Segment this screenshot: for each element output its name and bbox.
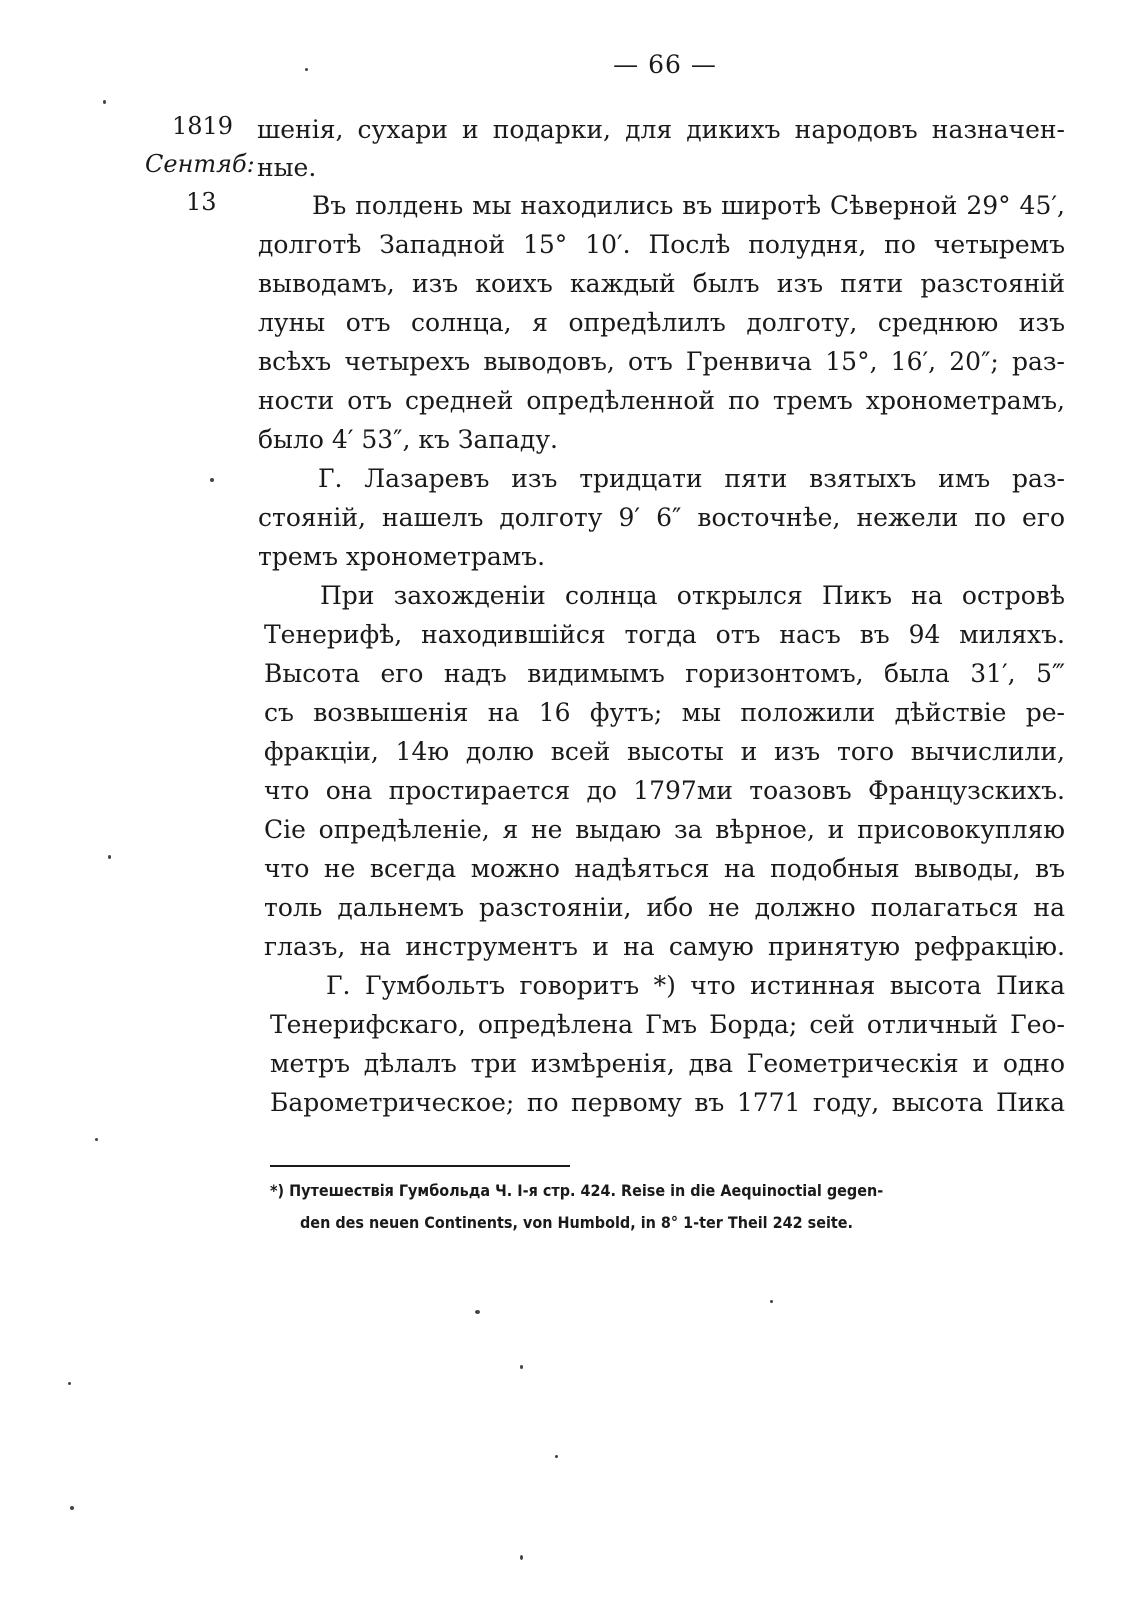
margin-year: 1819 <box>172 112 234 140</box>
scan-speck <box>770 1300 773 1303</box>
text-line: что не всегда можно надѣяться на подобныя выводы, въ <box>264 854 1065 883</box>
text-line: луны отъ солнца, я опредѣлилъ долготу, среднюю изъ <box>258 308 1065 337</box>
scan-speck <box>210 478 214 482</box>
scan-speck <box>520 1365 523 1369</box>
scan-speck <box>520 1555 523 1560</box>
margin-month: Сентяб: <box>145 150 255 178</box>
text-line: глазъ, на инструментъ и на самую принятую рефракцію. <box>264 932 1065 961</box>
scan-speck <box>108 855 111 859</box>
text-line: съ возвышенія на 16 футъ; мы положили дѣйствіе ре- <box>264 698 1065 727</box>
footnote-line: *) Путешествія Гумбольда Ч. I-я стр. 424. Reise in die Aequinoctial gegen- <box>270 1181 884 1200</box>
text-line: выводамъ, изъ коихъ каждый былъ изъ пяти разстояній <box>258 269 1065 298</box>
scan-speck <box>68 1382 71 1385</box>
footnote-rule <box>270 1165 570 1167</box>
text-line: толь дальнемъ разстояніи, ибо не должно полагаться на <box>264 893 1065 922</box>
text-line: фракціи, 14ю долю всей высоты и изъ того вычислили, <box>264 737 1065 766</box>
scan-speck <box>95 1138 98 1141</box>
scan-speck <box>103 100 106 104</box>
scan-speck <box>555 1455 558 1458</box>
text-line: Г. Лазаревъ изъ тридцати пяти взятыхъ имъ раз- <box>318 464 1065 493</box>
page-number: — 66 — <box>613 50 717 79</box>
text-line: Высота его надъ видимымъ горизонтомъ, была 31′, 5‴ <box>264 659 1065 688</box>
text-line: Тенерифѣ, находившійся тогда отъ насъ въ 94 миляхъ. <box>264 620 1065 649</box>
text-line: что она простирается до 1797ми тоазовъ Французскихъ. <box>264 776 1065 805</box>
text-line: ные. <box>257 153 317 182</box>
text-line: всѣхъ четырехъ выводовъ, отъ Гренвича 15°, 16′, 20″; раз- <box>258 347 1065 376</box>
text-line: шенія, сухари и подарки, для дикихъ народовъ назначен- <box>257 115 1065 144</box>
scan-speck <box>70 1506 74 1510</box>
text-line: Въ полдень мы находились въ широтѣ Сѣверной 29° 45′, <box>312 191 1065 220</box>
text-line: Г. Гумбольтъ говоритъ *) что истинная высота Пика <box>326 971 1065 1000</box>
text-line: ности отъ средней опредѣленной по тремъ хронометрамъ, <box>258 386 1065 415</box>
text-line: Сіе опредѣленіе, я не выдаю за вѣрное, и присовокупляю <box>264 815 1065 844</box>
text-line: было 4′ 53″, къ Западу. <box>258 425 558 454</box>
text-line: метръ дѣлалъ три измѣренія, два Геометрическія и одно <box>270 1049 1065 1078</box>
text-line: Тенерифскаго, опредѣлена Гмъ Борда; сей отличный Гео- <box>270 1010 1065 1039</box>
text-line: тремъ хронометрамъ. <box>258 542 546 571</box>
scan-speck <box>475 1310 480 1314</box>
margin-day: 13 <box>186 188 217 216</box>
footnote-line: den des neuen Continents, von Humbold, in 8° 1-ter Theil 242 seite. <box>300 1213 854 1232</box>
scan-speck <box>305 68 308 71</box>
text-line: долготѣ Западной 15° 10′. Послѣ полудня, по четыремъ <box>258 230 1065 259</box>
text-line: стояній, нашелъ долготу 9′ 6″ восточнѣе, нежели по его <box>258 503 1065 532</box>
text-line: Барометрическое; по первому въ 1771 году, высота Пика <box>270 1088 1065 1117</box>
text-line: При захожденіи солнца открылся Пикъ на островѣ <box>320 581 1065 610</box>
